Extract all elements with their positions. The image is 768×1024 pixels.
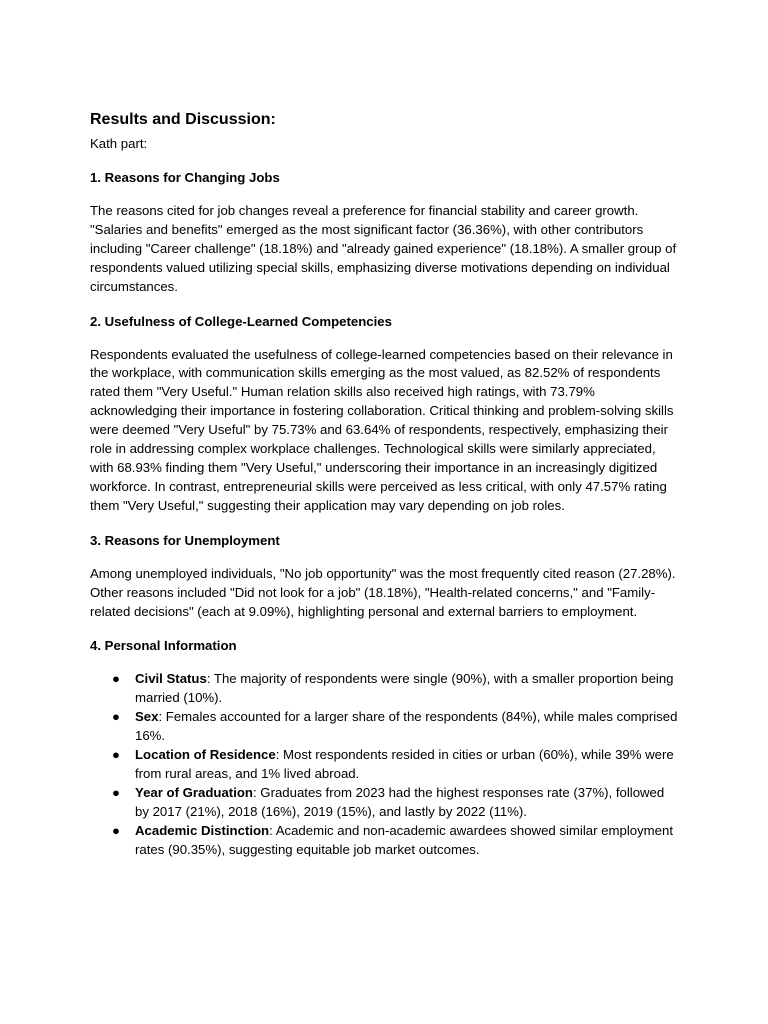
list-item-text: : Graduates from 2023 had the highest responses rate (37%), followed by 2017 (21%), 2018 (16%), 2019 (15%), and lastly by 2022 (11%).	[135, 784, 665, 819]
list-item	[90, 670, 680, 708]
section-paragraph-changing-jobs: The reasons cited for job changes reveal a preference for financial stability and career growth. "Salaries and benefits" emerged as the most significant factor (36.36%), with other contributors including "Career challenge" (18.18%) and "already gained experience" (18.18%). A smaller group of respondents valued utilizing special skills, emphasizing diverse motivations depending on individual circumstances.	[90, 203, 677, 294]
list-item	[90, 708, 680, 746]
list-item-text: : Most respondents resided in cities or urban (60%), while 39% were from rural areas, and 1% lived abroad.	[135, 747, 674, 781]
bullet-icon: ●	[112, 747, 120, 763]
list-item-label: Civil Status	[135, 671, 207, 687]
section-heading-changing-jobs: 1. Reasons for Changing Jobs	[90, 170, 280, 185]
list-item-label: Academic Distinction	[135, 822, 270, 838]
section-paragraph-unemployment: Among unemployed individuals, "No job opportunity" was the most frequently cited reason (27.28%). Other reasons included "Did not look for a job" (18.18%), "Health-related concerns," and "Family-related decisions" (each at 9.09%), highlighting personal and external barriers to employment.	[90, 565, 676, 619]
list-item-label: Sex	[135, 709, 159, 725]
list-item	[90, 784, 680, 822]
list-item-text: : The majority of respondents were single (90%), with a smaller proportion being married (10%).	[135, 671, 674, 706]
document-title: Results and Discussion:	[90, 111, 276, 128]
bullet-icon: ●	[112, 671, 120, 687]
section-heading-competencies: 2. Usefulness of College-Learned Competencies	[90, 313, 392, 329]
list-item	[90, 746, 680, 784]
section-paragraph-competencies: Respondents evaluated the usefulness of college-learned competencies based on their relevance in the workplace, with communication skills emerging as the most valued, as 82.52% of respondents rated them "Very Useful." Human relation skills also received high ratings, with 73.79% acknowledging their importance in fostering collaboration. Critical thinking and problem-solving skills were deemed "Very Useful" by 75.73% and 63.64% of respondents, respectively, emphasizing their role in addressing complex workplace challenges. Technological skills were similarly appreciated, with 68.93% finding them "Very Useful," underscoring their importance in an increasingly digitized workforce. In contrast, entrepreneurial skills were perceived as less critical, with only 47.57% rating them "Very Useful," suggesting their application may vary depending on job roles.	[90, 346, 674, 513]
personal-info-list	[90, 670, 680, 859]
list-item-label: Year of Graduation	[135, 784, 253, 800]
list-item	[90, 822, 680, 860]
list-item-text: : Females accounted for a larger share of the respondents (84%), while males comprised 16%.	[135, 709, 678, 744]
document-page	[90, 108, 680, 859]
bullet-icon: ●	[112, 822, 120, 838]
list-item-text: : Academic and non-academic awardees showed similar employment rates (90.35%), suggesting equitable job market outcomes.	[135, 822, 673, 857]
document-subtitle: Kath part:	[90, 136, 148, 151]
section-heading-unemployment: 3. Reasons for Unemployment	[90, 532, 280, 548]
bullet-icon: ●	[112, 709, 120, 725]
list-item-label: Location of Residence	[135, 747, 276, 763]
section-heading-personal-info: 4. Personal Information	[90, 638, 237, 654]
bullet-icon: ●	[112, 784, 120, 800]
